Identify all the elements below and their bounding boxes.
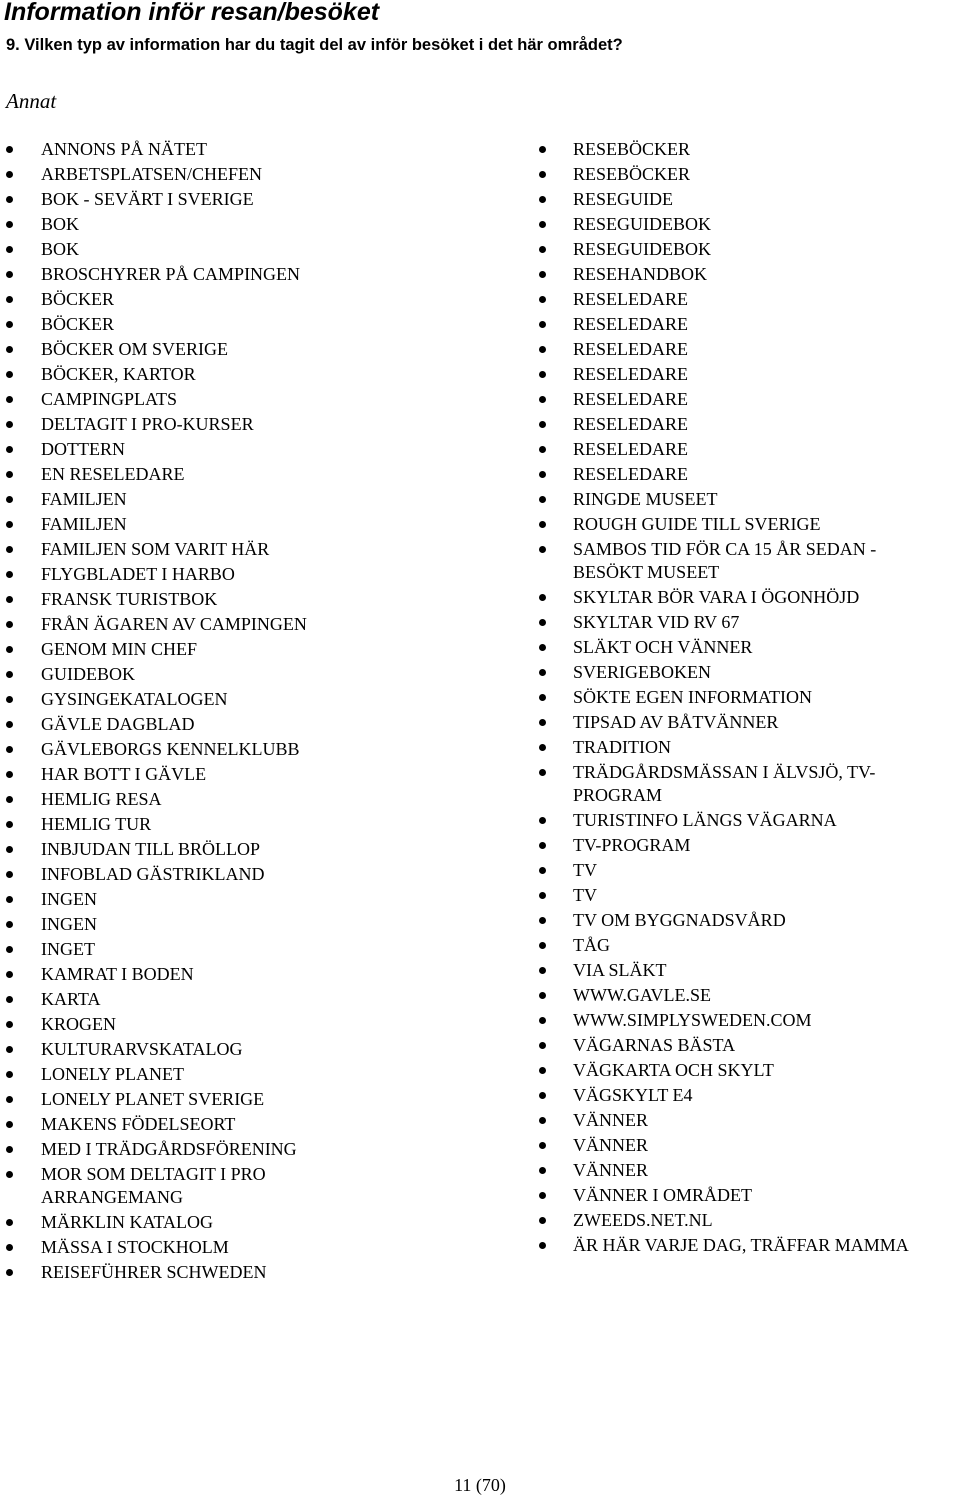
list-item bbox=[0, 762, 500, 787]
list-item-text: RESEHANDBOK bbox=[573, 264, 708, 284]
list-item-text: HEMLIG RESA bbox=[41, 789, 162, 809]
list-item bbox=[0, 737, 500, 762]
list-item bbox=[532, 287, 960, 312]
bullet-icon bbox=[6, 596, 13, 603]
list-item-text: BÖCKER OM SVERIGE bbox=[41, 339, 229, 359]
list-item-text: SÖKTE EGEN INFORMATION bbox=[573, 687, 812, 707]
list-item bbox=[532, 262, 960, 287]
list-item bbox=[0, 1235, 500, 1260]
list-item-text: SVERIGEBOKEN bbox=[573, 662, 711, 682]
list-item bbox=[0, 462, 500, 487]
list-item bbox=[532, 710, 960, 735]
list-item bbox=[532, 1158, 960, 1183]
list-item bbox=[0, 262, 500, 287]
list-item-text: RESELEDARE bbox=[573, 414, 688, 434]
list-item-text: DOTTERN bbox=[41, 439, 125, 459]
list-item-text: TV bbox=[573, 885, 597, 905]
bullet-icon bbox=[6, 446, 13, 453]
list-item bbox=[532, 883, 960, 908]
bullet-icon bbox=[539, 271, 546, 278]
list-item bbox=[0, 787, 500, 812]
bullet-icon bbox=[539, 1042, 546, 1049]
list-item-text: RESELEDARE bbox=[573, 389, 688, 409]
list-item bbox=[0, 412, 500, 437]
bullet-icon bbox=[6, 696, 13, 703]
page-number: 11 (70) bbox=[454, 1475, 506, 1495]
list-item bbox=[532, 1183, 960, 1208]
list-item bbox=[532, 537, 960, 585]
bullet-icon bbox=[539, 619, 546, 626]
list-item bbox=[0, 212, 500, 237]
bullet-icon bbox=[539, 321, 546, 328]
list-item-text: VÄNNER bbox=[573, 1160, 648, 1180]
bullet-icon bbox=[539, 196, 546, 203]
list-item bbox=[532, 1083, 960, 1108]
list-item-text: VÄNNER bbox=[573, 1110, 648, 1130]
list-item-text: VIA SLÄKT bbox=[573, 960, 667, 980]
list-item bbox=[532, 462, 960, 487]
list-item-text: INGEN bbox=[41, 889, 97, 909]
bullet-icon bbox=[539, 992, 546, 999]
bullet-icon bbox=[539, 171, 546, 178]
list-item-text: RESELEDARE bbox=[573, 364, 688, 384]
bullet-icon bbox=[539, 221, 546, 228]
bullet-icon bbox=[6, 671, 13, 678]
bullet-icon bbox=[6, 721, 13, 728]
list-item-text: HEMLIG TUR bbox=[41, 814, 152, 834]
bullet-icon bbox=[6, 546, 13, 553]
list-item bbox=[0, 512, 500, 537]
bullet-icon bbox=[6, 246, 13, 253]
list-item-text: BOK bbox=[41, 214, 80, 234]
list-item bbox=[532, 412, 960, 437]
list-item-text: KROGEN bbox=[41, 1014, 116, 1034]
left-answer-list bbox=[0, 137, 500, 1285]
bullet-icon bbox=[539, 1067, 546, 1074]
list-item-text: LONELY PLANET bbox=[41, 1064, 185, 1084]
list-item bbox=[0, 187, 500, 212]
bullet-icon bbox=[539, 967, 546, 974]
list-item bbox=[532, 685, 960, 710]
list-item-text: RESEBÖCKER bbox=[573, 139, 691, 159]
list-item-text: RESEGUIDE bbox=[573, 189, 673, 209]
list-item bbox=[532, 958, 960, 983]
bullet-icon bbox=[6, 896, 13, 903]
bullet-icon bbox=[539, 346, 546, 353]
list-item bbox=[0, 1162, 500, 1210]
bullet-icon bbox=[539, 471, 546, 478]
bullet-icon bbox=[6, 421, 13, 428]
list-item bbox=[532, 908, 960, 933]
list-item bbox=[0, 687, 500, 712]
list-item bbox=[532, 162, 960, 187]
list-item-text: ANNONS PÅ NÄTET bbox=[41, 139, 207, 159]
list-item-text: MOR SOM DELTAGIT I PRO ARRANGEMANG bbox=[41, 1164, 266, 1207]
list-item-text: HAR BOTT I GÄVLE bbox=[41, 764, 207, 784]
list-item-text: VÄNNER bbox=[573, 1135, 648, 1155]
list-item-text: WWW.SIMPLYSWEDEN.COM bbox=[573, 1010, 812, 1030]
list-item-text: VÄGKARTA OCH SKYLT bbox=[573, 1060, 774, 1080]
bullet-icon bbox=[6, 871, 13, 878]
bullet-icon bbox=[539, 594, 546, 601]
list-item-text: KARTA bbox=[41, 989, 101, 1009]
list-item-text: INGEN bbox=[41, 914, 97, 934]
list-item-text: FAMILJEN bbox=[41, 514, 127, 534]
bullet-icon bbox=[6, 1244, 13, 1251]
list-item bbox=[532, 237, 960, 262]
bullet-icon bbox=[539, 371, 546, 378]
bullet-icon bbox=[6, 1071, 13, 1078]
list-item-text: SKYLTAR BÖR VARA I ÖGONHÖJD bbox=[573, 587, 860, 607]
list-item bbox=[532, 137, 960, 162]
bullet-icon bbox=[6, 1171, 13, 1178]
list-item bbox=[0, 1037, 500, 1062]
list-item bbox=[0, 987, 500, 1012]
bullet-icon bbox=[6, 321, 13, 328]
bullet-icon bbox=[539, 421, 546, 428]
list-item-text: ZWEEDS.NET.NL bbox=[573, 1210, 713, 1230]
bullet-icon bbox=[6, 171, 13, 178]
bullet-icon bbox=[539, 1217, 546, 1224]
list-item-text: ARBETSPLATSEN/CHEFEN bbox=[41, 164, 263, 184]
list-item bbox=[0, 537, 500, 562]
list-item bbox=[532, 808, 960, 833]
list-item bbox=[532, 187, 960, 212]
list-item bbox=[0, 912, 500, 937]
list-item bbox=[0, 562, 500, 587]
bullet-icon bbox=[539, 296, 546, 303]
list-item-text: TÅG bbox=[573, 935, 610, 955]
list-item-text: KAMRAT I BODEN bbox=[41, 964, 194, 984]
list-item-text: INGET bbox=[41, 939, 95, 959]
bullet-icon bbox=[539, 942, 546, 949]
list-item bbox=[0, 287, 500, 312]
list-item bbox=[0, 612, 500, 637]
list-item-text: RESEGUIDEBOK bbox=[573, 239, 711, 259]
list-item-text: FLYGBLADET I HARBO bbox=[41, 564, 235, 584]
list-item bbox=[532, 512, 960, 537]
list-item-text: MÄRKLIN KATALOG bbox=[41, 1212, 214, 1232]
list-item bbox=[0, 1137, 500, 1162]
list-item-text: GUIDEBOK bbox=[41, 664, 135, 684]
list-item-text: BÖCKER bbox=[41, 289, 115, 309]
list-item bbox=[0, 862, 500, 887]
list-item bbox=[532, 858, 960, 883]
question-heading: 9. Vilken typ av information har du tagit del av inför besöket i det här området? bbox=[6, 36, 623, 54]
list-item-text: CAMPINGPLATS bbox=[41, 389, 178, 409]
list-item-text: MÄSSA I STOCKHOLM bbox=[41, 1237, 229, 1257]
list-item-text: MED I TRÄDGÅRDSFÖRENING bbox=[41, 1139, 297, 1159]
list-item-text: FRANSK TURISTBOK bbox=[41, 589, 218, 609]
list-item-text: RESEBÖCKER bbox=[573, 164, 691, 184]
bullet-icon bbox=[6, 1146, 13, 1153]
list-item bbox=[532, 1108, 960, 1133]
list-item bbox=[532, 437, 960, 462]
list-item-text: VÄGARNAS BÄSTA bbox=[573, 1035, 736, 1055]
list-item bbox=[0, 137, 500, 162]
list-item-text: TRÄDGÅRDSMÄSSAN I ÄLVSJÖ, TV-PROGRAM bbox=[573, 762, 876, 805]
list-item bbox=[0, 1087, 500, 1112]
list-item bbox=[532, 362, 960, 387]
list-item bbox=[0, 437, 500, 462]
list-item-text: KULTURARVSKATALOG bbox=[41, 1039, 243, 1059]
list-item-text: INFOBLAD GÄSTRIKLAND bbox=[41, 864, 265, 884]
bullet-icon bbox=[539, 496, 546, 503]
list-item bbox=[532, 312, 960, 337]
bullet-icon bbox=[539, 719, 546, 726]
list-item bbox=[0, 637, 500, 662]
bullet-icon bbox=[539, 396, 546, 403]
list-item bbox=[532, 933, 960, 958]
bullet-icon bbox=[6, 946, 13, 953]
bullet-icon bbox=[6, 521, 13, 528]
bullet-icon bbox=[539, 146, 546, 153]
bullet-icon bbox=[539, 917, 546, 924]
list-item-text: MAKENS FÖDELSEORT bbox=[41, 1114, 236, 1134]
bullet-icon bbox=[6, 346, 13, 353]
bullet-icon bbox=[539, 1242, 546, 1249]
bullet-icon bbox=[539, 1017, 546, 1024]
list-item bbox=[0, 1062, 500, 1087]
list-item-text: RESELEDARE bbox=[573, 289, 688, 309]
list-item-text: BOK bbox=[41, 239, 80, 259]
bullet-icon bbox=[6, 1046, 13, 1053]
bullet-icon bbox=[6, 1021, 13, 1028]
list-item-text: RESEGUIDEBOK bbox=[573, 214, 711, 234]
list-item bbox=[532, 1008, 960, 1033]
bullet-icon bbox=[6, 996, 13, 1003]
bullet-icon bbox=[6, 821, 13, 828]
list-item-text: RESELEDARE bbox=[573, 439, 688, 459]
bullet-icon bbox=[6, 971, 13, 978]
bullet-icon bbox=[539, 769, 546, 776]
list-item-text: TV bbox=[573, 860, 597, 880]
bullet-icon bbox=[539, 669, 546, 676]
bullet-icon bbox=[6, 1121, 13, 1128]
list-item-text: TRADITION bbox=[573, 737, 671, 757]
list-item bbox=[0, 487, 500, 512]
bullet-icon bbox=[539, 892, 546, 899]
bullet-icon bbox=[539, 842, 546, 849]
bullet-icon bbox=[6, 621, 13, 628]
list-item-text: BROSCHYRER PÅ CAMPINGEN bbox=[41, 264, 301, 284]
list-item bbox=[0, 337, 500, 362]
bullet-icon bbox=[6, 746, 13, 753]
list-item-text: RINGDE MUSEET bbox=[573, 489, 718, 509]
list-item-text: RESELEDARE bbox=[573, 314, 688, 334]
list-item bbox=[532, 660, 960, 685]
bullet-icon bbox=[539, 744, 546, 751]
list-item bbox=[532, 487, 960, 512]
list-item bbox=[0, 587, 500, 612]
list-item-text: ROUGH GUIDE TILL SVERIGE bbox=[573, 514, 821, 534]
list-item bbox=[0, 1210, 500, 1235]
bullet-icon bbox=[6, 571, 13, 578]
bullet-icon bbox=[6, 221, 13, 228]
bullet-icon bbox=[539, 644, 546, 651]
bullet-icon bbox=[6, 196, 13, 203]
list-item-text: GÄVLEBORGS KENNELKLUBB bbox=[41, 739, 300, 759]
bullet-icon bbox=[6, 271, 13, 278]
bullet-icon bbox=[6, 146, 13, 153]
bullet-icon bbox=[6, 846, 13, 853]
bullet-icon bbox=[539, 817, 546, 824]
list-item bbox=[0, 962, 500, 987]
bullet-icon bbox=[539, 1092, 546, 1099]
bullet-icon bbox=[539, 246, 546, 253]
list-item bbox=[532, 983, 960, 1008]
list-item-text: SAMBOS TID FÖR CA 15 ÅR SEDAN - BESÖKT MUSEET bbox=[573, 539, 877, 582]
bullet-icon bbox=[6, 1269, 13, 1276]
bullet-icon bbox=[539, 694, 546, 701]
list-item bbox=[532, 635, 960, 660]
list-item-text: GYSINGEKATALOGEN bbox=[41, 689, 228, 709]
list-item-text: BÖCKER bbox=[41, 314, 115, 334]
list-item bbox=[0, 312, 500, 337]
list-item bbox=[532, 833, 960, 858]
bullet-icon bbox=[6, 796, 13, 803]
list-item bbox=[0, 937, 500, 962]
list-item-text: VÄNNER I OMRÅDET bbox=[573, 1185, 752, 1205]
list-item bbox=[0, 362, 500, 387]
right-answer-list bbox=[532, 137, 960, 1258]
list-item-text: TURISTINFO LÄNGS VÄGARNA bbox=[573, 810, 837, 830]
bullet-icon bbox=[539, 446, 546, 453]
bullet-icon bbox=[539, 1117, 546, 1124]
list-item bbox=[532, 1058, 960, 1083]
bullet-icon bbox=[6, 296, 13, 303]
list-item bbox=[532, 1033, 960, 1058]
bullet-icon bbox=[6, 1096, 13, 1103]
list-item-text: INBJUDAN TILL BRÖLLOP bbox=[41, 839, 260, 859]
list-item bbox=[0, 1012, 500, 1037]
bullet-icon bbox=[6, 471, 13, 478]
list-item bbox=[532, 1233, 960, 1258]
list-item-text: VÄGSKYLT E4 bbox=[573, 1085, 693, 1105]
list-item bbox=[532, 760, 960, 808]
list-item bbox=[532, 735, 960, 760]
list-item bbox=[0, 162, 500, 187]
list-item-text: BÖCKER, KARTOR bbox=[41, 364, 196, 384]
list-item bbox=[532, 212, 960, 237]
list-item-text: FAMILJEN bbox=[41, 489, 127, 509]
list-item-text: ÄR HÄR VARJE DAG, TRÄFFAR MAMMA bbox=[573, 1235, 909, 1255]
bullet-icon bbox=[539, 867, 546, 874]
bullet-icon bbox=[539, 1142, 546, 1149]
list-item-text: FRÅN ÄGAREN AV CAMPINGEN bbox=[41, 614, 307, 634]
list-item-text: SKYLTAR VID RV 67 bbox=[573, 612, 740, 632]
bullet-icon bbox=[539, 1192, 546, 1199]
list-item bbox=[532, 585, 960, 610]
list-item-text: TV OM BYGGNADSVÅRD bbox=[573, 910, 786, 930]
list-item bbox=[532, 610, 960, 635]
list-item bbox=[0, 1260, 500, 1285]
list-item bbox=[0, 712, 500, 737]
list-item bbox=[0, 237, 500, 262]
list-item bbox=[0, 1112, 500, 1137]
bullet-icon bbox=[539, 1167, 546, 1174]
page-title: Information inför resan/besöket bbox=[4, 0, 380, 26]
list-item bbox=[532, 337, 960, 362]
list-item-text: TV-PROGRAM bbox=[573, 835, 691, 855]
list-item-text: FAMILJEN SOM VARIT HÄR bbox=[41, 539, 270, 559]
bullet-icon bbox=[6, 496, 13, 503]
bullet-icon bbox=[6, 771, 13, 778]
bullet-icon bbox=[6, 1219, 13, 1226]
list-item bbox=[0, 837, 500, 862]
list-item-text: RESELEDARE bbox=[573, 339, 688, 359]
list-item-text: DELTAGIT I PRO-KURSER bbox=[41, 414, 254, 434]
bullet-icon bbox=[539, 546, 546, 553]
list-item-text: GENOM MIN CHEF bbox=[41, 639, 198, 659]
bullet-icon bbox=[6, 396, 13, 403]
list-item-text: REISEFÜHRER SCHWEDEN bbox=[41, 1262, 267, 1282]
list-item-text: RESELEDARE bbox=[573, 464, 688, 484]
list-item bbox=[0, 887, 500, 912]
list-item-text: EN RESELEDARE bbox=[41, 464, 185, 484]
list-item-text: TIPSAD AV BÅTVÄNNER bbox=[573, 712, 779, 732]
bullet-icon bbox=[6, 921, 13, 928]
list-item-text: SLÄKT OCH VÄNNER bbox=[573, 637, 753, 657]
list-item bbox=[0, 662, 500, 687]
list-item bbox=[0, 812, 500, 837]
section-label: Annat bbox=[6, 89, 57, 113]
list-item-text: WWW.GAVLE.SE bbox=[573, 985, 711, 1005]
list-item bbox=[0, 387, 500, 412]
list-item bbox=[532, 1208, 960, 1233]
list-item bbox=[532, 1133, 960, 1158]
list-item-text: GÄVLE DAGBLAD bbox=[41, 714, 195, 734]
list-item-text: LONELY PLANET SVERIGE bbox=[41, 1089, 265, 1109]
bullet-icon bbox=[539, 521, 546, 528]
bullet-icon bbox=[6, 371, 13, 378]
list-item-text: BOK - SEVÄRT I SVERIGE bbox=[41, 189, 254, 209]
list-item bbox=[532, 387, 960, 412]
bullet-icon bbox=[6, 646, 13, 653]
